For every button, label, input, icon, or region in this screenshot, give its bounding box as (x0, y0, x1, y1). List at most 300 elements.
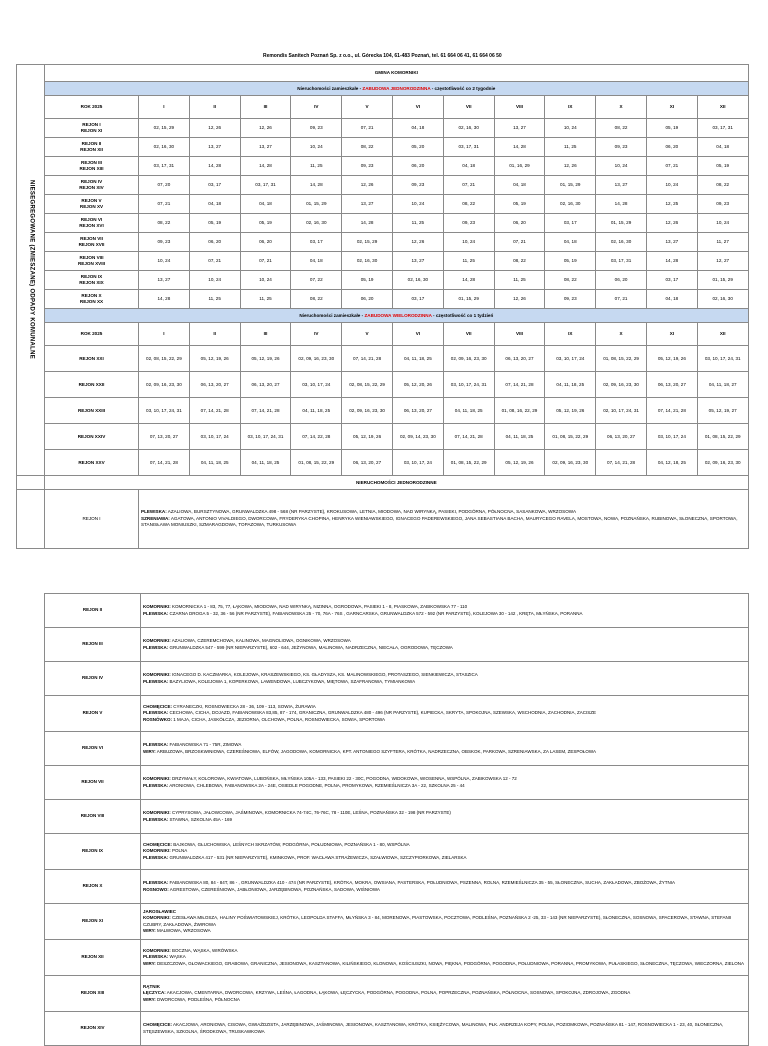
region-name: REJON XI (80, 128, 103, 133)
table2-date-cell: 02, 09, 16, 23, 30 (596, 372, 647, 398)
region-streets (141, 1012, 749, 1046)
table2-month-header: XI (646, 323, 697, 346)
table1-date-cell: 09, 23 (545, 290, 596, 309)
table1-date-cell: 09, 23 (697, 195, 748, 214)
region-label: REJON IX (45, 834, 141, 870)
table1-date-cell: 06, 20 (240, 233, 291, 252)
table1-date-cell: 08, 22 (342, 138, 393, 157)
table1-date-cell: 03, 17, 31 (697, 119, 748, 138)
table2-date-cell: 04, 11, 18, 27 (697, 372, 748, 398)
street-line (143, 611, 748, 617)
table1-date-cell: 05, 19 (494, 195, 545, 214)
region-label: REJON VI (45, 732, 141, 766)
region-row (45, 696, 749, 732)
table1-date-cell: 06, 20 (596, 271, 647, 290)
street-line (141, 509, 748, 516)
region-name: REJON XVI (79, 223, 104, 228)
table1-date-cell: 03, 17 (646, 271, 697, 290)
table2-region-label: REJON XXIII (45, 398, 139, 424)
locality-name: RĄTNIK (143, 984, 160, 990)
jednorodzinne-header-row (17, 476, 749, 490)
region-streets (141, 976, 749, 1012)
table1-date-cell: 04, 18 (392, 119, 443, 138)
table1-date-cell: 11, 27 (697, 233, 748, 252)
region-name: REJON XX (79, 299, 104, 304)
region-streets (141, 870, 749, 904)
street-list: KOMORNICKA 1 - 83, 75, 77, ŁĄKOWA, MIODOWA, NAD WIRYNKĄ, NIZINNA, OGRODOWA, PASIEKI 1 - 8, PIASKOWA, ZABIKOWSKA 77 - 110 (170, 604, 468, 610)
table2-date-cell: 05, 12, 19, 26 (342, 424, 393, 450)
region-row (45, 976, 749, 1012)
street-line (143, 749, 748, 755)
locality-name: PLEWISKA: (143, 954, 169, 960)
table2-date-cell: 03, 10, 17, 24 (545, 346, 596, 372)
table1-date-cell: 11, 25 (494, 271, 545, 290)
table1-date-cell: 02, 16, 30 (392, 271, 443, 290)
region-label: REJON XIII (45, 976, 141, 1012)
locality-name: PLEWISKA: (143, 782, 169, 788)
table2-date-cell: 07, 14, 21, 28 (189, 398, 240, 424)
table1-date-cell: 08, 22 (545, 271, 596, 290)
side-label-cell (17, 65, 45, 476)
table1-month-header: VI (392, 96, 443, 119)
region-row (45, 594, 749, 628)
table2-date-cell: 02, 09, 16, 23, 30 (342, 398, 393, 424)
region-label: REJON X (45, 870, 141, 904)
months-header-2 (17, 323, 749, 346)
table2-month-header: II (189, 323, 240, 346)
table1-date-cell: 14, 28 (342, 214, 393, 233)
region-row (45, 800, 749, 834)
table1-date-cell: 09, 23 (291, 119, 342, 138)
region-row (45, 766, 749, 800)
locality-name: PLEWISKA: (143, 644, 169, 650)
table1-date-cell: 01, 15, 29 (697, 271, 748, 290)
street-list: AGRESTOWA, CZEREŚNIOWA, JABŁONIOWA, JARZĘBINOWA, POZNAŃSKA, SADOWA, WIŚNIOWA (168, 886, 380, 892)
table2-date-cell: 05, 12, 19, 26 (189, 346, 240, 372)
table1-row (17, 214, 749, 233)
company-header: Remondis Sanitech Poznań Sp. z o.o., ul. Górecka 104, 61-483 Poznań, tel. 61 664 06 41, 61 664 06 50 (262, 53, 502, 60)
table2-date-cell: 02, 09, 16, 23, 30 (697, 450, 748, 476)
region-name: REJON VIII (79, 255, 104, 261)
table2-date-cell: 01, 08, 15, 22, 29 (596, 346, 647, 372)
table1-date-cell: 09, 23 (392, 176, 443, 195)
table1-date-cell: 10, 24 (443, 233, 494, 252)
table1-date-cell: 13, 27 (596, 176, 647, 195)
street-list: MALWOWA, WRZOSOWA (155, 927, 211, 933)
table2-region-label: REJON XXI (45, 346, 139, 372)
table2-date-cell: 06, 13, 20, 27 (494, 346, 545, 372)
table1-date-cell: 08, 22 (697, 176, 748, 195)
table1-date-cell: 08, 22 (443, 195, 494, 214)
street-line (143, 679, 748, 685)
table1-date-cell: 14, 28 (240, 157, 291, 176)
street-line (143, 997, 748, 1003)
street-list: AZALIOWA, BURSZTYNOWA, GRUNWALDZKA 498 - 568 (NR PARZYSTE), KROKUSOWA, LETNIA, MIODOWA, NAD WIRYNKĄ, PASIEKI, PODGÓRNA, PÓŁNOCNA, SASANKOWA, WRZOSOWA (166, 508, 577, 514)
street-list: DESZCZOWA, GŁOWACKIEGO, GRABOWA, GRANICZNA, JESIONOWA, KASZTANOWA, KILIŃSKIEGO, KLONOWA, KOŚCIUSZKI, NOWA, PIĘKNA, PODGÓRNA, POGODNA, POŁUDNIOWA, PORANNA, PROMYKOWA, PUŁASKIEGO, SŁONECZNA, TĘCZOWA, WIECZORNA, ZIELONA (155, 960, 744, 966)
locality-name: CHOMĘCICE: (143, 842, 172, 848)
table1-date-cell: 08, 22 (139, 214, 190, 233)
table2-date-cell: 04, 11, 18, 25 (494, 424, 545, 450)
table1-date-cell: 11, 25 (545, 138, 596, 157)
street-line (143, 783, 748, 789)
region-row (45, 904, 749, 940)
table2-date-cell: 06, 13, 20, 27 (646, 372, 697, 398)
street-list: CZARNA DROGA 5 - 32, 36 - 56 (NR PARZYSTE), FABIANOWSKA 25 - 70, 76A - 76S , GARNCARSKA, GRUNWALDZKA 572 - 592 (NR PARZYSTE), KOLEJOWA 30 - 142 , KRĘTA, MŁYŃSKA, PORANNA (168, 610, 583, 616)
street-list: CYRANECZKI, ROSNOWIECKA 28 - 36, 109 - 113, SOWIA, ŻURAWIA (172, 704, 316, 710)
locality-name: KOMORNIKI: (143, 604, 171, 610)
table2-date-cell: 07, 14, 21, 28 (342, 346, 393, 372)
street-list: POLNA (170, 848, 188, 854)
table2-date-cell: 02, 08, 15, 22, 29 (139, 346, 190, 372)
table1-month-header: I (139, 96, 190, 119)
table1-region-label (45, 157, 139, 176)
table2-month-header: IX (545, 323, 596, 346)
table2-date-cell: 01, 08, 15, 22, 29 (291, 450, 342, 476)
table2-date-cell: 06, 13, 20, 27 (240, 372, 291, 398)
region-label: REJON VIII (45, 800, 141, 834)
region-row (45, 1012, 749, 1046)
table1-date-cell: 12, 25 (646, 195, 697, 214)
table2-date-cell: 07, 14, 21, 28 (240, 398, 291, 424)
table1-row (17, 271, 749, 290)
table1-date-cell: 13, 27 (494, 119, 545, 138)
table1-date-cell: 13, 27 (646, 233, 697, 252)
locality-name: PLEWISKA: (143, 678, 169, 684)
region-streets (141, 696, 749, 732)
table2-month-header: I (139, 323, 190, 346)
table1-date-cell: 08, 22 (494, 252, 545, 271)
table2-date-cell: 04, 11, 18, 25 (189, 450, 240, 476)
table1-date-cell: 02, 15, 29 (342, 233, 393, 252)
table2-month-header: XII (697, 323, 748, 346)
table1-date-cell: 07, 21 (646, 157, 697, 176)
table1-row (17, 176, 749, 195)
region-label: REJON XIV (45, 1012, 141, 1046)
region-name: REJON III (81, 160, 102, 166)
table2-date-cell: 02, 09, 16, 23, 30 (443, 346, 494, 372)
region-name: REJON XVII (78, 242, 105, 247)
table1-date-cell: 14, 28 (596, 195, 647, 214)
region-streets (141, 766, 749, 800)
region-row (45, 662, 749, 696)
street-list: FABIANOWSKA 80, 84 - 84T, 86 - , GRUNWALDZKA 410 - 474 (NR PARZYSTE), KRÓTKA, MOKRA, OWSIANA, PASTERSKA, POŁUDNIOWA, PSZENNA, ROLNA, RZEMIEŚLNICZA 35 - 55, SŁONECZNA, SUCHA, ZAKŁADOWA, ZBOŻOWA, ŻYTNIA (168, 880, 676, 886)
table2-year-label: ROK 2025 (45, 323, 139, 346)
table2-date-cell: 03, 10, 17, 24 (189, 424, 240, 450)
table2-region-label: REJON XXIV (45, 424, 139, 450)
street-list: CECHOWA, CICHA, DOJAZD, FABIANOWSKA 83,85, 87 - 174, GRANICZNA, GRUNWALDZKA 480 - 496 (NR PARZYSTE), KUPIECKA, SKRYTA, SPOKOJNA, SZEWSKA, WSCHODNIA, ZACHODNIA, ZACISZE (168, 710, 597, 716)
table1-region-label (45, 214, 139, 233)
street-list: IGNACEGO D. KACZMARKA, KOLEJOWA, KRASZEWSKIEGO, KS. GŁADYSZA, KS. MALINOWSKIEGO, PROTASZEGO, SIENKIEWICZA, STASZICA (170, 672, 478, 678)
table1-date-cell: 06, 20 (342, 290, 393, 309)
region-streets (141, 732, 749, 766)
table2-row (17, 398, 749, 424)
street-list: BOCZNA, WĄSKA, WIRÓWSKA (170, 948, 238, 954)
table2-date-cell: 05, 12, 20, 26 (392, 372, 443, 398)
table1-date-cell: 03, 17 (392, 290, 443, 309)
table1-region-label (45, 176, 139, 195)
table1-date-cell: 14, 28 (291, 176, 342, 195)
table1-region-label (45, 119, 139, 138)
table1-date-cell: 10, 24 (596, 157, 647, 176)
table1-date-cell: 03, 17 (545, 214, 596, 233)
street-list: ARBUZOWA, BRZOSKWINIOWA, CZEREŚNIOWA, ELFÓW, JAGODOWA, KOMORNICKA, KPT. ANTONIEGO SZYFTERA, KRÓTKA, NADRZECZNA, OBSKOK, PARKOWA, SZRENIAWSKA, ZA LASEM, ZESPOŁOWA (155, 748, 596, 754)
region-name: REJON I (82, 122, 101, 128)
table1-date-cell: 02, 15, 29 (139, 119, 190, 138)
locality-name: KOMORNIKI: (143, 948, 171, 954)
table1-date-cell: 06, 20 (494, 214, 545, 233)
locality-name: JAROSŁAWIEC (143, 909, 177, 915)
table1-month-header: III (240, 96, 291, 119)
table1-date-cell: 05, 20 (392, 138, 443, 157)
table2-row (17, 450, 749, 476)
street-line (143, 1022, 748, 1034)
table2-date-cell: 04, 12, 18, 25 (646, 450, 697, 476)
locality-name: CHOMĘCICE: (143, 1022, 172, 1028)
table1-date-cell: 12, 26 (646, 214, 697, 233)
table1-date-cell: 10, 24 (240, 271, 291, 290)
table1-date-cell: 08, 22 (596, 119, 647, 138)
table1-date-cell: 04, 18 (494, 176, 545, 195)
table1-date-cell: 02, 16, 30 (697, 290, 748, 309)
region1-streets (139, 490, 749, 549)
table1-date-cell: 01, 15, 29 (443, 290, 494, 309)
locality-name: WIRY: (143, 996, 156, 1002)
table1-date-cell: 13, 27 (139, 271, 190, 290)
table1-date-cell: 04, 18 (697, 138, 748, 157)
table1-date-cell: 14, 28 (189, 157, 240, 176)
section2-post: - częstotliwość co 1 tydzień (431, 312, 494, 318)
table2-date-cell: 07, 14, 21, 28 (139, 450, 190, 476)
locality-name: PLEWISKA: (143, 854, 169, 860)
table1-date-cell: 04, 18 (291, 252, 342, 271)
locality-name: KOMORNIKI: (143, 810, 171, 816)
table1-row (17, 290, 749, 309)
region-name: REJON II (81, 141, 102, 147)
street-list: FABIANOWSKA 71 - 75R, ZIMOWA (168, 742, 242, 748)
table1-date-cell: 14, 28 (646, 252, 697, 271)
table2-date-cell: 04, 11, 18, 25 (392, 346, 443, 372)
region-name: REJON IX (80, 274, 103, 280)
table1-date-cell: 05, 19 (240, 214, 291, 233)
locality-name: ROSNÓWKO: (143, 716, 172, 722)
table2-date-cell: 06, 13, 20, 27 (596, 424, 647, 450)
table1-date-cell: 02, 16, 30 (596, 233, 647, 252)
table1-date-cell: 05, 19 (545, 252, 596, 271)
table1-date-cell: 13, 27 (392, 252, 443, 271)
table1-date-cell: 12, 27 (697, 252, 748, 271)
region-name: REJON VII (80, 236, 103, 242)
table1-date-cell: 14, 28 (494, 138, 545, 157)
jednorodzinne-header: NIERUCHOMOŚCI JEDNORODZINNE (45, 476, 749, 490)
table1-date-cell: 01, 15, 29 (545, 176, 596, 195)
region-name: REJON XIV (79, 185, 104, 190)
table1-row (17, 157, 749, 176)
locality-name: PLEWISKA: (143, 710, 169, 716)
table1-date-cell: 07, 21 (139, 195, 190, 214)
table1-date-cell: 09, 23 (342, 157, 393, 176)
table2-date-cell: 02, 08, 15, 22, 29 (342, 372, 393, 398)
table1-date-cell: 03, 17 (291, 233, 342, 252)
jednorodzinne-lead-cell (17, 476, 45, 490)
table1-row (17, 233, 749, 252)
table1-date-cell: 11, 25 (189, 290, 240, 309)
table2-date-cell: 07, 14, 21, 28 (646, 398, 697, 424)
table2-date-cell: 03, 10, 17, 24, 31 (240, 424, 291, 450)
table1-date-cell: 03, 17, 31 (240, 176, 291, 195)
street-list: STAWNA, SZKOLNA 45A - 169 (168, 816, 233, 822)
region-streets (141, 940, 749, 976)
locality-name: PLEWISKA: (143, 610, 169, 616)
table1-date-cell: 04, 18 (443, 157, 494, 176)
region-row (45, 940, 749, 976)
table2-month-header: VI (392, 323, 443, 346)
locality-name: CHOMĘCICE: (143, 704, 172, 710)
locality-name: PLEWISKA: (141, 508, 167, 514)
table1-date-cell: 13, 27 (342, 195, 393, 214)
table1-date-cell: 11, 25 (240, 290, 291, 309)
table2-region-label: REJON XXV (45, 450, 139, 476)
table1-date-cell: 12, 26 (189, 119, 240, 138)
locality-name: ŁĘCZYCA: (143, 990, 166, 996)
table1-date-cell: 05, 19 (189, 214, 240, 233)
table2-month-header: III (240, 323, 291, 346)
table2-date-cell: 02, 09, 14, 23, 30 (392, 424, 443, 450)
locality-name: KOMORNIKI: (143, 776, 171, 782)
table1-month-header: XII (697, 96, 748, 119)
region-streets (141, 834, 749, 870)
table2-region-label: REJON XXII (45, 372, 139, 398)
table2-date-cell: 07, 14, 21, 28 (443, 424, 494, 450)
street-list: AZALIOWA, CZEREMCHOWA, KALINOWA, MAGNOLIOWA, OGNIKOWA, WRZOSOWA (170, 638, 351, 644)
street-list: AKACJOWA, ARONIOWA, CISOWA, GWIAŹDZISTA, JARZĘBINOWA, JAŚMINOWA, JESIONOWA, KASZTANOWA, KRÓTKA, KSIĘŻYCOWA, MALINOWA, PŁK. ANDRZEJA KOPY, POLNA, POZIOMKOWA, POZNAŃSKA 81 - 147, ROSNOWIECKA 1 - 23, 40, SŁONECZNA, STĘSZEWSKA, SZKOLNA, ŚRODKOWA, TRUSKAWKOWA (143, 1022, 724, 1034)
table1-date-cell: 04, 18 (240, 195, 291, 214)
table2-date-cell: 01, 08, 16, 22, 29 (494, 398, 545, 424)
table1-month-header: VIII (494, 96, 545, 119)
region-streets (141, 662, 749, 696)
table1-date-cell: 12, 26 (342, 176, 393, 195)
table1-date-cell: 11, 25 (443, 252, 494, 271)
table1-date-cell: 10, 24 (189, 271, 240, 290)
region-name: REJON XIX (79, 280, 104, 285)
region-name: REJON V (81, 198, 102, 204)
table1-date-cell: 07, 20 (139, 176, 190, 195)
street-list: CZESŁAWA MIŁOSZA, HALINY POŚWIATOWSKIEJ, KRÓTKA, LEOPOLDA STAFFA, MŁYŃSKA 3 - 84, MORENOWA, PIASTOWSKA, POCZTOWA, PODLEŚNA, POZNAŃSKA 2 -25, 33 - 143 (NR NIEPARZYSTE), SŁONECZNA, SOSNOWA, SPACEROWA, STAWNA, STEFANII CZUBRY, ZAKŁADOWA, ŻWIROWA (143, 915, 732, 927)
table2-date-cell: 07, 14, 21, 28 (494, 372, 545, 398)
region-name: REJON VI (80, 217, 103, 223)
locality-name: KOMORNIKI: (143, 672, 171, 678)
table1-month-header: X (596, 96, 647, 119)
table1-date-cell: 03, 17 (189, 176, 240, 195)
table2-date-cell: 04, 11, 18, 25 (545, 372, 596, 398)
table1-month-header: XI (646, 96, 697, 119)
table1-date-cell: 10, 24 (291, 138, 342, 157)
table1-date-cell: 09, 23 (596, 138, 647, 157)
street-list: BAZYLIOWA, KOLEJOWA 1, KOPERKOWA, LAWENDOWA, LUBCZYKOWA, MIĘTOWA, SZAFRANOWA, TYMIANKOWA (168, 678, 416, 684)
table1-date-cell: 02, 16, 30 (342, 252, 393, 271)
table1-date-cell: 07, 22 (291, 271, 342, 290)
table1-date-cell: 06, 20 (646, 138, 697, 157)
table1-date-cell: 03, 17, 31 (443, 138, 494, 157)
street-line (143, 928, 748, 934)
table1-date-cell: 12, 26 (494, 290, 545, 309)
table1-month-header: II (189, 96, 240, 119)
table2-date-cell: 03, 10, 17, 24, 31 (697, 346, 748, 372)
table1-date-cell: 13, 27 (240, 138, 291, 157)
locality-name: WIRY: (143, 748, 156, 754)
table2-date-cell: 04, 11, 18, 25 (240, 450, 291, 476)
table1-date-cell: 07, 21 (494, 233, 545, 252)
table1-date-cell: 07, 21 (189, 252, 240, 271)
table2-date-cell: 05, 12, 19, 26 (240, 346, 291, 372)
table2-row (17, 346, 749, 372)
table1-date-cell: 12, 26 (392, 233, 443, 252)
table2-month-header: X (596, 323, 647, 346)
table2-date-cell: 01, 08, 15, 22, 29 (697, 424, 748, 450)
table1-region-label (45, 195, 139, 214)
table1-date-cell: 05, 19 (342, 271, 393, 290)
table1-date-cell: 02, 16, 30 (139, 138, 190, 157)
months-header-1 (17, 96, 749, 119)
table2-date-cell: 03, 10, 17, 24, 31 (139, 398, 190, 424)
table1-row (17, 252, 749, 271)
regions-table (44, 593, 749, 1046)
table1-month-header: VII (443, 96, 494, 119)
table1-date-cell: 02, 16, 30 (443, 119, 494, 138)
table1-row (17, 138, 749, 157)
table1-date-cell: 10, 24 (646, 176, 697, 195)
table1-date-cell: 08, 22 (291, 290, 342, 309)
locality-name: WIRY: (143, 927, 156, 933)
table1-region-label (45, 271, 139, 290)
table1-year-label: ROK 2025 (45, 96, 139, 119)
table1-region-label (45, 233, 139, 252)
table1-date-cell: 11, 25 (291, 157, 342, 176)
table1-date-cell: 06, 20 (189, 233, 240, 252)
table1-date-cell: 06, 20 (392, 157, 443, 176)
locality-name: KOMORNIKI: (143, 915, 171, 921)
region-streets (141, 904, 749, 940)
street-line (143, 717, 748, 723)
region-label: REJON III (45, 628, 141, 662)
table1-date-cell: 04, 18 (545, 233, 596, 252)
table2-date-cell: 03, 10, 17, 24 (392, 450, 443, 476)
table1-region-label (45, 252, 139, 271)
table2-date-cell: 01, 08, 15, 22, 29 (443, 450, 494, 476)
table1-date-cell: 02, 16, 30 (545, 195, 596, 214)
region-name: REJON X (81, 293, 102, 299)
table1-date-cell: 04, 18 (189, 195, 240, 214)
table1-date-cell: 11, 25 (392, 214, 443, 233)
section2-row (17, 309, 749, 323)
table1-date-cell: 03, 17, 31 (139, 157, 190, 176)
table1-date-cell: 07, 21 (443, 176, 494, 195)
region-row (45, 732, 749, 766)
region-streets (141, 800, 749, 834)
region-label: REJON XI (45, 904, 141, 940)
table2-date-cell: 06, 13, 20, 27 (342, 450, 393, 476)
table1-date-cell: 01, 16, 29 (494, 157, 545, 176)
schedule-table (16, 50, 749, 549)
table1-date-cell: 10, 24 (545, 119, 596, 138)
street-list: DWORCOWA, PODLEŚNA, PÓŁNOCNA (155, 996, 240, 1002)
table2-date-cell: 02, 09, 16, 23, 30 (291, 346, 342, 372)
region-row (45, 870, 749, 904)
locality-name: KOMORNIKI: (143, 638, 171, 644)
table1-date-cell: 10, 24 (139, 252, 190, 271)
table1-date-cell: 05, 19 (646, 119, 697, 138)
table1-date-cell: 14, 28 (139, 290, 190, 309)
table1-date-cell: 01, 15, 29 (291, 195, 342, 214)
